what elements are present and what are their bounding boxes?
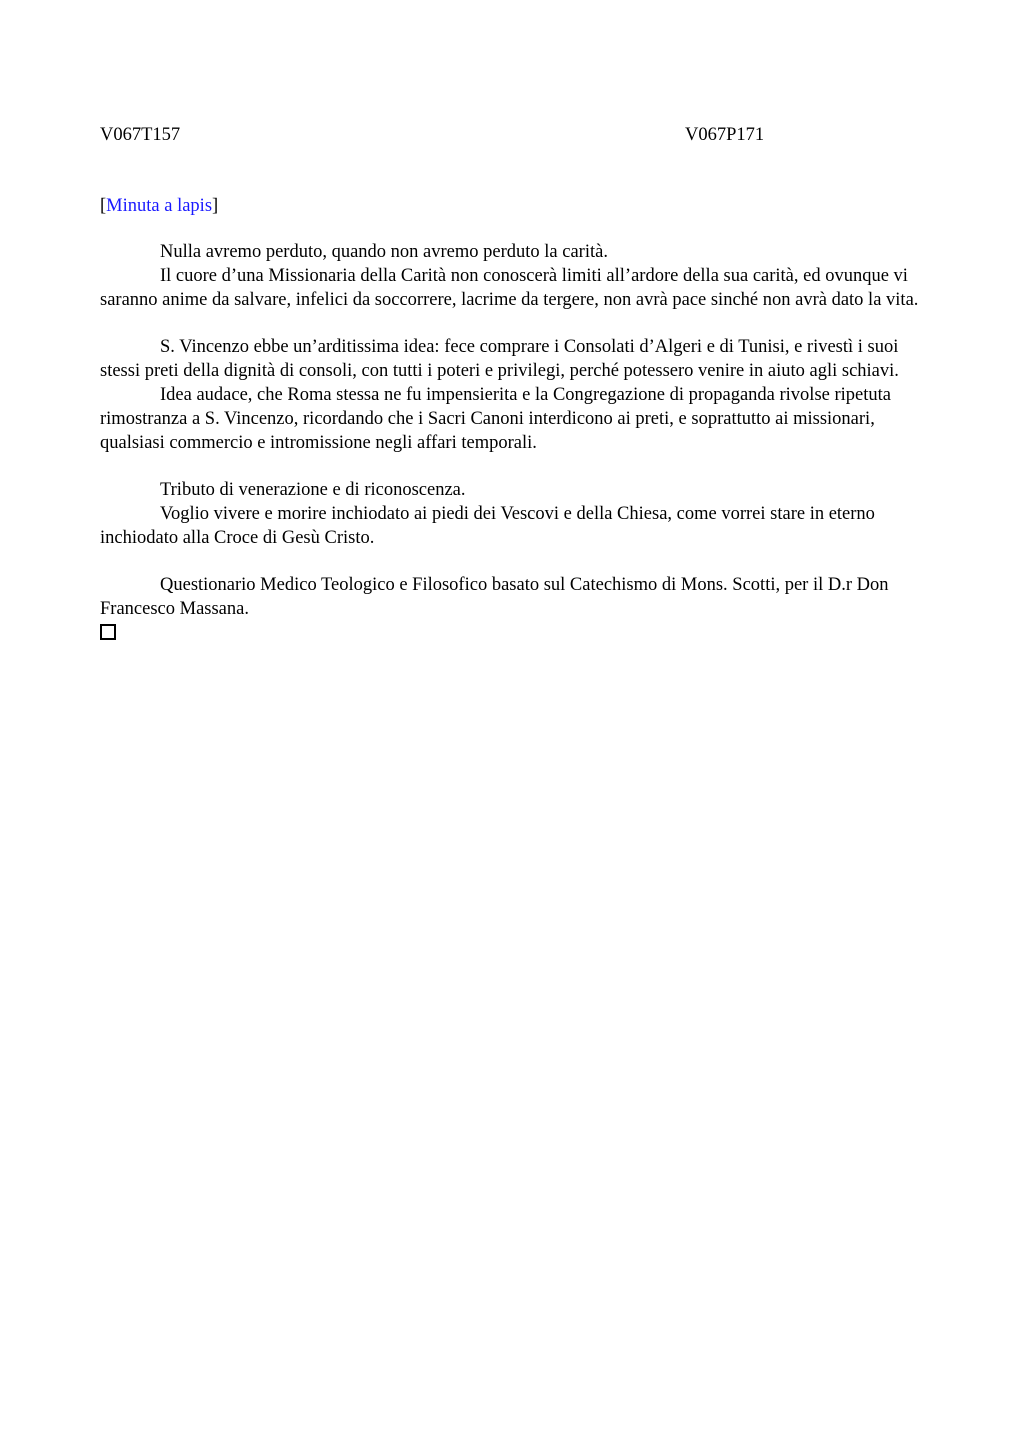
document-code-left: V067T157 — [100, 125, 181, 145]
draft-note — [100, 194, 218, 218]
note-link[interactable]: Minuta a lapis — [106, 196, 213, 216]
page-code-right: V067P171 — [685, 125, 765, 145]
paragraph: Questionario Medico Teologico e Filosofico basato sul Catechismo di Mons. Scotti, per il D.r Don Francesco Massana. — [100, 575, 889, 619]
note-close-bracket: ] — [212, 196, 219, 216]
paragraph: S. Vincenzo ebbe un’arditissima idea: fece comprare i Consolati d’Algeri e di Tunisi, e rivestì i suoi stessi preti della dignità di consoli, con tutti i poteri e privilegi, perché potessero venire in aiuto agli schiavi. — [100, 337, 899, 381]
paragraph: Tributo di venerazione e di riconoscenza. — [160, 480, 466, 500]
paragraph: Voglio vivere e morire inchiodato ai piedi dei Vescovi e della Chiesa, come vorrei stare in eterno inchiodato alla Croce di Gesù Cristo. — [100, 504, 875, 548]
document-body — [100, 240, 924, 640]
paragraph: Idea audace, che Roma stessa ne fu impensierita e la Congregazione di propaganda rivolse ripetuta rimostranza a S. Vincenzo, ricordando che i Sacri Canoni interdicono ai preti, e soprattutto ai missionari, qualsiasi commercio e intromissione negli affari temporali. — [100, 385, 891, 453]
paragraph: Il cuore d’una Missionaria della Carità non conoscerà limiti all’ardore della sua carità, ed ovunque vi saranno anime da salvare, infelici da soccorrere, lacrime da tergere, non avrà pace sinché non avrà dato la vita. — [100, 266, 919, 310]
note-open-bracket: [ — [100, 196, 107, 216]
paragraph: Nulla avremo perduto, quando non avremo perduto la carità. — [160, 242, 608, 262]
square-outline-icon — [100, 624, 116, 640]
